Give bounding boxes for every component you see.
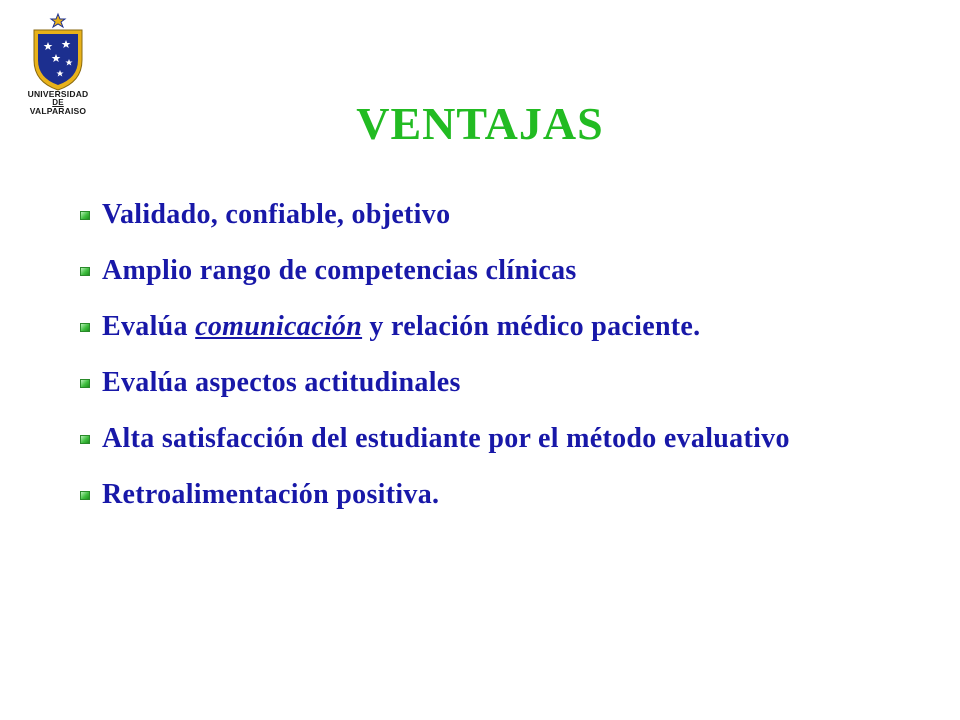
bullet-text-suffix: y relación médico paciente. [362,311,701,342]
square-bullet-icon [80,379,90,388]
bullet-text-prefix: Evalúa [102,311,196,342]
logo-text-line3: VALPARAISO [29,106,87,116]
bullet-text: Amplio rango de competencias clínicas [102,255,577,286]
bullet-item [78,364,938,402]
bullet-item [78,308,938,346]
bullet-text: Retroalimentación positiva. [102,479,440,510]
bullet-text: Alta satisfacción del estudiante por el método evaluativo [102,423,790,454]
bullet-item [78,476,938,514]
square-bullet-icon [80,435,90,444]
square-bullet-icon [80,211,90,220]
bullet-item [78,252,938,290]
bullet-text: Evalúa aspectos actitudinales [102,367,461,398]
bullet-emphasis: comunicación [195,311,363,342]
logo-text-line1: UNIVERSIDAD [27,89,89,99]
square-bullet-icon [80,267,90,276]
square-bullet-icon [80,323,90,332]
shield-crest-icon [18,12,98,92]
bullet-item [78,196,938,234]
bullet-text: Validado, confiable, objetivo [102,199,451,230]
logo-text-line2: DE [52,98,64,107]
square-bullet-icon [80,491,90,500]
slide-title: VENTAJAS [356,98,604,149]
bullet-item [78,420,938,458]
bullet-list [78,196,938,532]
